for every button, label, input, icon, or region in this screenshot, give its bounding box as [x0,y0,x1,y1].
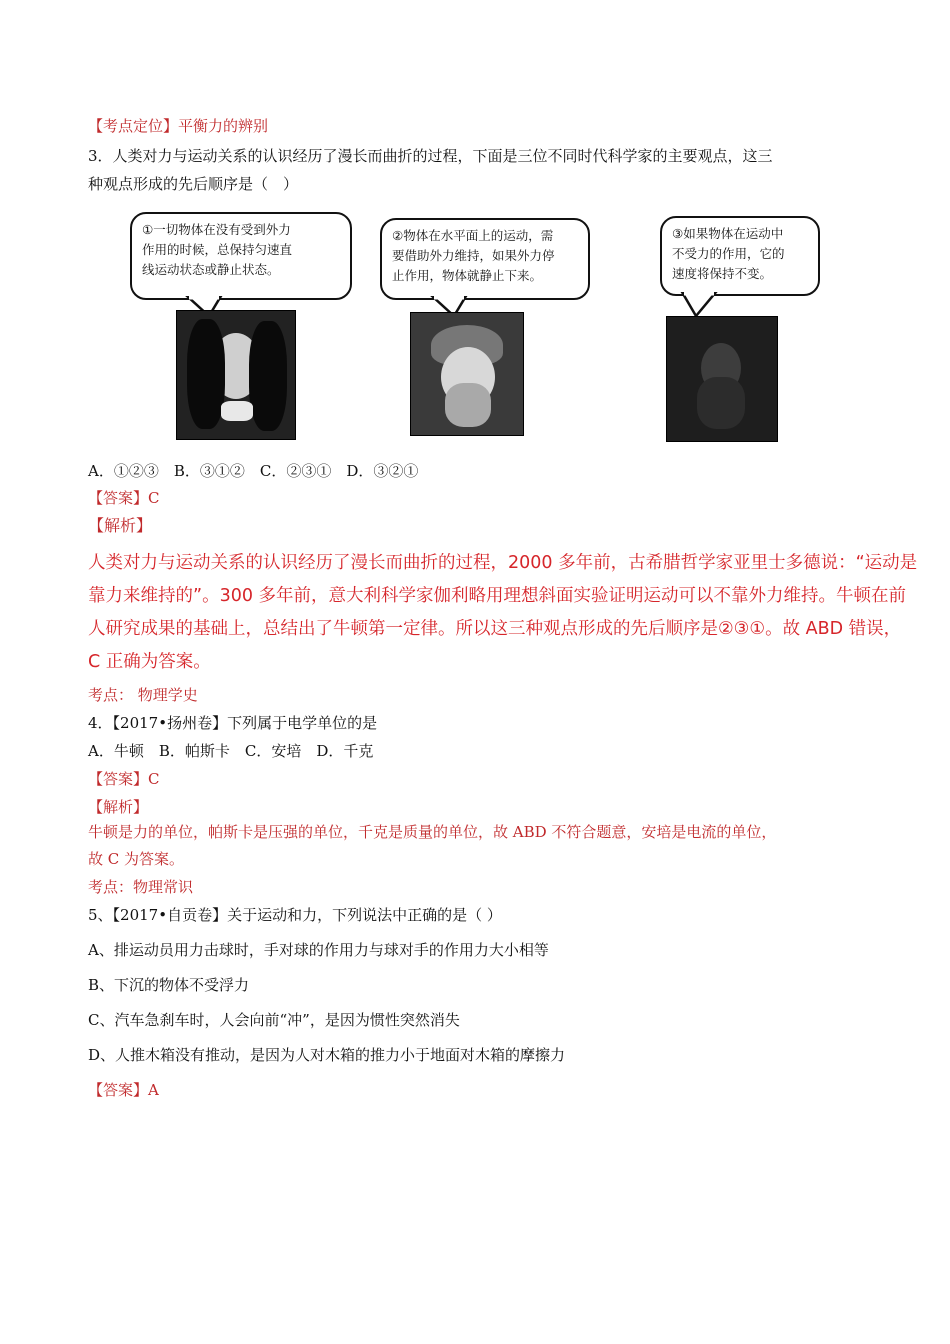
q4-analysis-line1: 牛顿是力的单位，帕斯卡是压强的单位，千克是质量的单位，故 ABD 不符合题意，安培是电流的单位， [88,823,777,841]
bubble-1-line1: ①一切物体在没有受到外力 [142,222,291,237]
q5-option-a: A、排运动员用力击球时，手对球的作用力与球对手的作用力大小相等 [88,941,549,959]
speech-bubble-1 [130,212,352,300]
q4-stem: 4．【2017•扬州卷】下列属于电学单位的是 [88,714,378,732]
q5-answer: 【答案】A [88,1081,159,1099]
bubble-3-line1: ③如果物体在运动中 [672,226,784,241]
q3-answer: 【答案】C [88,489,160,507]
q3-kaodian: 考点： 物理学史 [88,686,198,704]
bubble-1-line3: 线运动状态或静止状态。 [142,262,280,277]
q3-stem-line2: 种观点形成的先后顺序是（ ） [88,175,299,193]
portrait-galileo [666,316,778,442]
q3-analysis-line2: 靠力来维持的”。300 多年前，意大利科学家伽利略用理想斜面实验证明运动可以不靠外力维持。牛顿在前 [88,586,907,606]
scientists-figure [110,210,840,450]
portrait-newton [176,310,296,440]
speech-bubble-2 [380,218,590,300]
bubble-3-tail [680,292,720,318]
bubble-3-line2: 不受力的作用，它的 [672,246,785,261]
bubble-2-line2: 要借助外力维持，如果外力停 [392,248,555,263]
q5-option-b: B、下沉的物体不受浮力 [88,976,250,994]
q4-options: A．牛顿 B．帕斯卡 C．安培 D．千克 [88,742,374,760]
q4-analysis-line2: 故 C 为答案。 [88,850,185,868]
q4-jiexi-label: 【解析】 [88,798,149,816]
kaodian-label: 【考点定位】平衡力的辨别 [88,117,269,135]
q3-analysis-line1: 人类对力与运动关系的认识经历了漫长而曲折的过程，2000 多年前，古希腊哲学家亚里士多德说：“运动是 [88,553,918,573]
bubble-2-line1: ②物体在水平面上的运动，需 [392,228,554,243]
bubble-1-line2: 作用的时候，总保持匀速直 [142,242,293,257]
bubble-2-line3: 止作用，物体就静止下来。 [392,268,543,283]
q5-option-c: C、汽车急刹车时，人会向前“冲”，是因为惯性突然消失 [88,1011,460,1029]
q3-options: A．①②③ B．③①② C．②③① D．③②① [88,462,419,480]
q3-analysis-line4: C 正确为答案。 [88,652,211,672]
bubble-3-line3: 速度将保持不变。 [672,266,773,281]
q5-stem: 5、【2017•自贡卷】关于运动和力，下列说法中正确的是（ ） [88,906,502,924]
q4-kaodian: 考点：物理常识 [88,878,194,896]
portrait-aristotle [410,312,524,436]
q5-option-d: D、人推木箱没有推动，是因为人对木箱的推力小于地面对木箱的摩擦力 [88,1046,566,1064]
q4-answer: 【答案】C [88,770,160,788]
q3-stem-line1: 3．人类对力与运动关系的认识经历了漫长而曲折的过程，下面是三位不同时代科学家的主要观点，这三 [88,147,773,165]
q3-jiexi-label: 【解析】 [88,516,153,535]
speech-bubble-3 [660,216,820,296]
q3-analysis-line3: 人研究成果的基础上，总结出了牛顿第一定律。所以这三种观点形成的先后顺序是②③①。故 ABD 错误， [88,619,902,639]
